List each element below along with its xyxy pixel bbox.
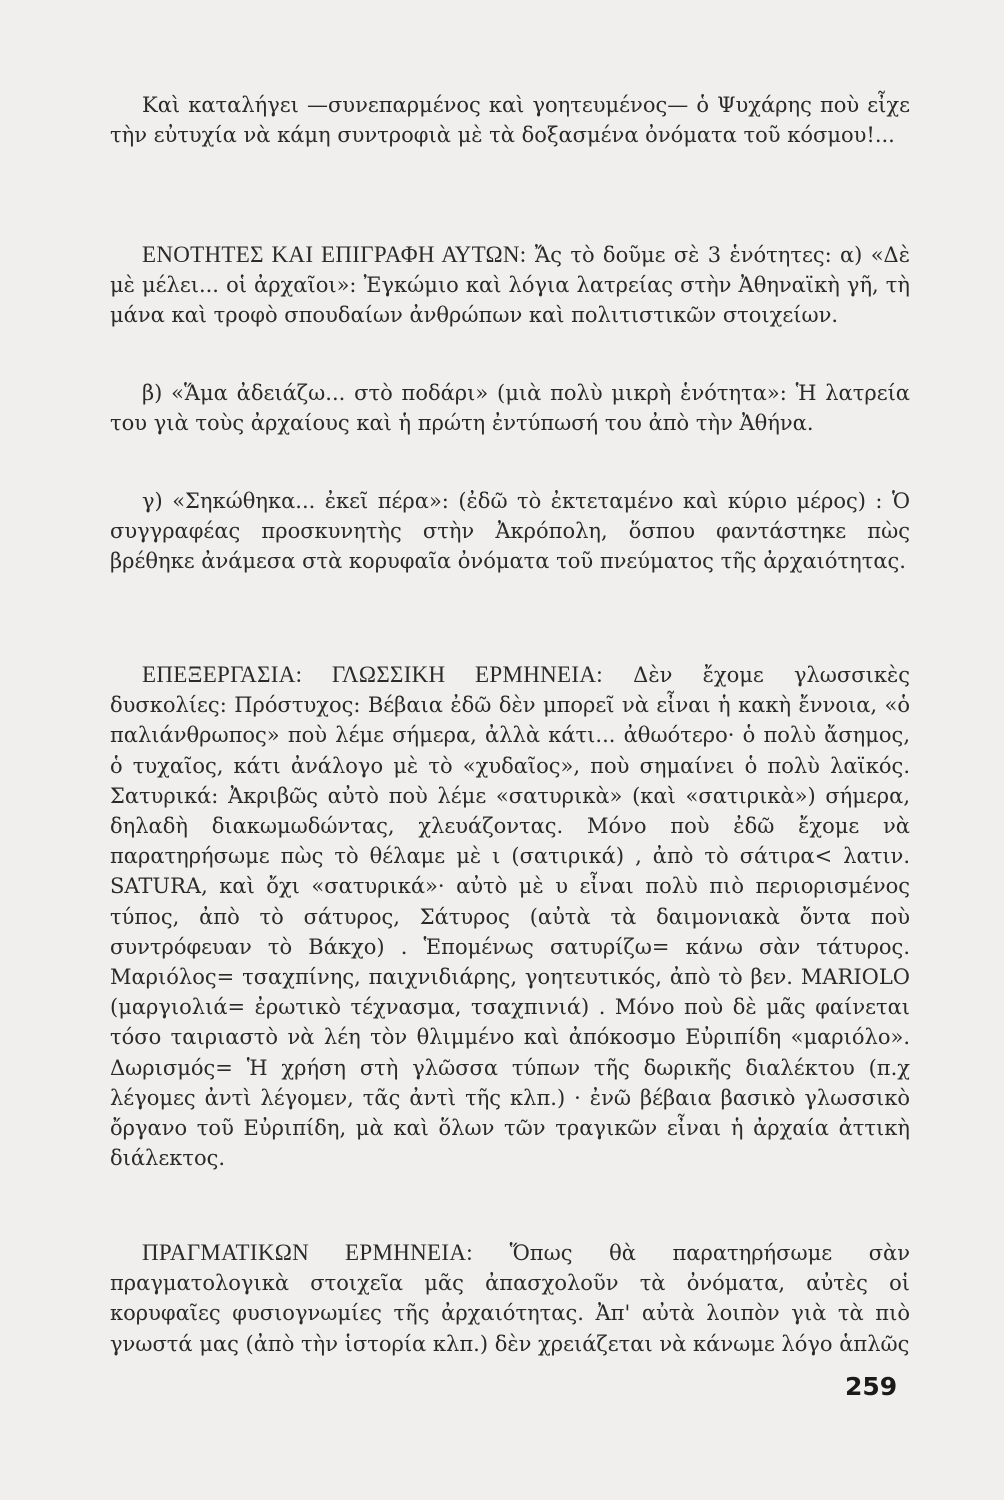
text-block-units [110,240,910,331]
section-heading: ΕΠΕΞΕΡΓΑΣΙΑ: ΓΛΩΣΣΙΚΗ ΕΡΜΗΝΕΙΑ: [142,662,603,687]
paragraph-unit-c [110,486,910,577]
section-heading: ΕΝΟΤΗΤΕΣ ΚΑΙ ΕΠΙΓΡΑΦΗ ΑΥΤΩΝ: [142,242,527,267]
paragraph-closing [110,90,910,150]
section-heading: ΠΡΑΓΜΑΤΙΚΩΝ ΕΡΜΗΝΕΙΑ: [142,1240,473,1265]
paragraph-text: γ) «Σηκώθηκα... ἐκεῖ πέρα»: (ἐδῶ τὸ ἐκτεταμένο καὶ κύριο μέρος) : Ὁ συγγραφέας προσκυνητὴς στὴν Ἀκρόπολη, ὅσπου φαντάστηκε πὼς βρέθηκε ἀνάμεσα στὰ κορυφαῖα ὀνόματα τοῦ πνεύματος τῆς ἀρχαιότητας. [110,489,910,574]
paragraph-text: Καὶ καταλήγει —συνεπαρμένος καὶ γοητευμένος— ὁ Ψυχάρης ποὺ εἶχε τὴν εὐτυχία νὰ κάμη συντροφιὰ μὲ τὰ δοξασμένα ὀνόματα τοῦ κόσμου!... [110,93,910,148]
paragraph-text: Ὅπως θὰ παρατηρήσωμε σὰν πραγματολογικὰ στοιχεῖα μᾶς ἀπασχολοῦν τὰ ὀνόματα, αὐτὲς οἱ κορυφαῖες φυσιογνωμίες τῆς ἀρχαιότητας. Ἀπ' αὐτὰ λοιπὸν γιὰ τὰ πιὸ γνωστά μας (ἀπὸ τὴν ἱστορία κλπ.) δὲν χρειάζεται νὰ κάνωμε λόγο ἁπλῶς [110,1241,911,1356]
text-block-unit-b [110,378,910,438]
text-block-factual [110,1238,910,1359]
paragraph-factual [110,1238,910,1359]
text-block-unit-c [110,486,910,577]
paragraph-text: β) «Ἅμα ἀδειάζω... στὸ ποδάρι» (μιὰ πολὺ μικρὴ ἑνότητα»: Ἡ λατρεία του γιὰ τοὺς ἀρχαίους καὶ ἡ πρώτη ἐντύπωσή του ἀπὸ τὴν Ἀθήνα. [110,381,910,436]
paragraph-unit-b [110,378,910,438]
paragraph-text: Δὲν ἔχομε γλωσσικὲς δυσκολίες: Πρόστυχος: Βέβαια ἐδῶ δὲν μπορεῖ νὰ εἶναι ἡ κακὴ ἔννοια, «ὁ παλιάνθρωπος» ποὺ λέμε σήμερα, ἀλλὰ κάτι... ἀθωότερο· ὁ πολὺ ἄσημος, ὁ τυχαῖος, κάτι ἀνάλογο μὲ τὸ «χυδαῖος», ποὺ σημαίνει ὁ πολὺ λαϊκός. Σατυρικά: Ἀκριβῶς αὐτὸ ποὺ λέμε «σατυρικὰ» (καὶ «σατιρικὰ») σήμερα, δηλαδὴ διακωμωδώντας, χλευάζοντας. Μόνο ποὺ ἐδῶ ἔχομε νὰ παρατηρήσωμε πὼς τὸ θέλαμε μὲ ι (σατιρικά) , ἀπὸ τὸ σάτιρα< λατιν. SATURA, καὶ ὄχι «σατυρικά»· αὐτὸ μὲ υ εἶναι πολὺ πιὸ περιορισμένος τύπος, ἀπὸ τὸ σάτυρος, Σάτυρος (αὐτὰ τὰ δαιμονιακὰ ὄντα ποὺ συντρόφευαν τὸ Βάκχο) . Ἑπομένως σατυρίζω= κάνω σὰν τάτυρος. Μαριόλος= τσαχπίνης, παιχνιδιάρης, γοητευτικός, ἀπὸ τὸ βεν. MARIOLO (μαργιολιά= ἐρωτικὸ τέχνασμα, τσαχπινιά) . Μόνο ποὺ δὲ μᾶς φαίνεται τόσο ταιριαστὸ νὰ λέη τὸν θλιμμένο καὶ ἀπόκοσμο Εὐριπίδη «μαριόλο». Δωρισμός= Ἡ χρήση στὴ γλῶσσα τύπων τῆς δωρικῆς διαλέκτου (π.χ λέγομες ἀντὶ λέγομεν, τᾶς ἀντὶ τῆς κλπ.) · ἐνῶ βέβαια βασικὸ γλωσσικὸ ὄργανο τοῦ Εὐριπίδη, μὰ καὶ ὅλων τῶν τραγικῶν εἶναι ἡ ἀρχαία ἀττικὴ διάλεκτος. [110,663,910,1171]
paragraph-units-intro [110,240,910,331]
paragraph-text: Ἄς τὸ δοῦμε σὲ 3 ἑνότητες: α) «Δὲ μὲ μέλει... οἱ ἀρχαῖοι»: Ἐγκώμιο καὶ λόγια λατρείας στὴν Ἀθηναϊκὴ γῆ, τὴ μάνα καὶ τροφὸ σπουδαίων ἀνθρώπων καὶ πολιτιστικῶν στοιχείων. [110,243,910,328]
text-block-linguistic [110,660,910,1173]
paragraph-linguistic [110,660,910,1173]
page-number: 259 [845,1372,898,1401]
text-block-top [110,90,910,150]
